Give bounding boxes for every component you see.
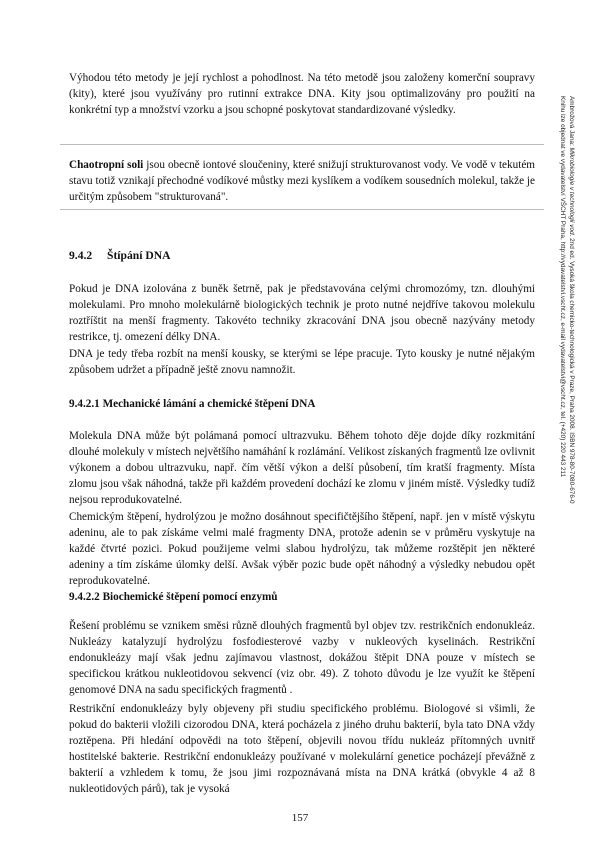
- citation-side-note: [558, 96, 576, 586]
- citation-authors: Ambrožová Jana:: [568, 96, 575, 148]
- chaotropic-salts-note: [60, 144, 544, 210]
- citation-title: Mikrobiologie v technologii vod: [568, 147, 575, 235]
- subsection-1-paragraph-1: Molekula DNA může být polámaná pomocí ultrazvuku. Během tohoto děje dojde díky rozkmitání dlouhé molekuly v místech největšího namáhání k rozlámání. Velikost získaných fragmentů lze ovlivnit výkonem a dobou ultrazvuku, např. čím větší výkon a delší působení, tím kratší fragmenty. Místa zlomu jsou však náhodná, takže při každém provedení dochází ke zlomu v jiném místě. Výsledky tudíž nejsou reprodukovatelné.: [69, 430, 535, 506]
- subsection-2-paragraph-2: Restrikční endonukleázy byly objeveny při studiu specifického problému. Biologové si všimli, že pokud do bakterii vložili cizorodou DNA, která pocházela z jiného druhu bakterií, byla tato DNA vždy roztěpena. Při hledání odpovědi na toto štěpení, objevili novou třídu nukleáz přítomných uvnitř hostitelské bakterie. Restrikční endonukleázy používané v molekulární genetice pocházejí převážně z bakterií a vzhledem k tomu, že jsou jimi rozpoznávaná místa na DNA krátká (obvykle 4 až 8 nukleotidových párů), tak je vysoká: [69, 703, 535, 795]
- section-paragraph-1: Pokud je DNA izolována z buněk šetrně, pak je představována celými chromozómy, tzn. dlouhými molekulami. Pro mnoho molekulárně biologických technik je proto nutné nejdříve takovou molekulu roztříštit na menší fragmenty. Takovéto techniky zkracování DNA jsou obecně nazývány metody restrikce, tj. omezení délky DNA.: [69, 283, 535, 343]
- subsection-2-paragraph-1: Řešení problému se vznikem směsi různě dlouhých fragmentů byl objev tzv. restrikčních endonukleáz. Nukleázy katalyzují hydrolýzu fosfodiesterové vazby v nukleových kyselinách. Restrikční endonukleázy mají však jednu zajímavou vlastnost, dokážou štěpit DNA pouze v místech se specifickou krátkou nukleotidovou sekvencí (viz obr. 49). Z tohoto důvodu je lze využít ke štěpení genomové DNA na sadu specifických fragmentů .: [69, 620, 535, 696]
- note-text: [69, 157, 535, 205]
- section-paragraph-2: DNA je tedy třeba rozbít na menší kousky, se kterými se lépe pracuje. Tyto kousky je nutné nějakým způsobem udržet a případně ještě znovu namnožit.: [69, 348, 535, 376]
- citation-line-1: [567, 96, 576, 586]
- citation-publisher: . 2nd ed. Vysoká škola chemicko-technologická v Praze, Praha 2008. ISBN 978-80-7080-676-0: [568, 234, 575, 504]
- subsection-1-paragraph-2: Chemickým štěpení, hydrolýzou je možno dosáhnout specifičtějšího štěpení, např. jen v místě výskytu adeninu, ale to pak získáme velmi malé fragmenty DNA, protože adenin se v průměru vyskytuje na každé čtvrté pozici. Pokud použijeme velmi slabou hydrolýzu, tak můžeme rozštěpit jen některé adeniny a tím získáme úlomky delší. Avšak výběr pozic bude opět náhodný a výsledky nebudou opět reprodukovatelné.: [69, 511, 535, 587]
- section-heading: [69, 249, 170, 262]
- section-title: Štípání DNA: [107, 249, 171, 262]
- citation-line-2: Knihu lze objednat ve vydavatelství VŠCHT Praha, http://vydavatelstvi.vscht.cz, e-mail vydavatelstvi@vscht.cz, tel. (+420) 220 443 211: [559, 96, 566, 478]
- subsection-heading-1: 9.4.2.1 Mechanické lámání a chemické štěpení DNA: [69, 398, 316, 410]
- page-number: 157: [291, 812, 309, 824]
- note-body: jsou obecně iontové sloučeniny, které snižují strukturovanost vody. Ve vodě v tekutém stavu totiž vznikají přechodné vodíkové můstky mezi kyslíkem a vodíkem sousedních molekul, takže je určitým způsobem "strukturovaná".: [69, 159, 535, 203]
- subsection-heading-2: 9.4.2.2 Biochemické štěpení pomocí enzymů: [69, 591, 278, 603]
- section-number: 9.4.2: [69, 249, 93, 262]
- note-term: Chaotropní soli: [69, 159, 144, 171]
- intro-paragraph: Výhodou této metody je její rychlost a pohodlnost. Na této metodě jsou založeny komerční soupravy (kity), které jsou využívány pro rutinní extrakce DNA. Kity jsou optimalizovány pro použití na konkrétní typ a množství vzorku a jsou schopné poskytovat standardizované výsledky.: [69, 72, 535, 116]
